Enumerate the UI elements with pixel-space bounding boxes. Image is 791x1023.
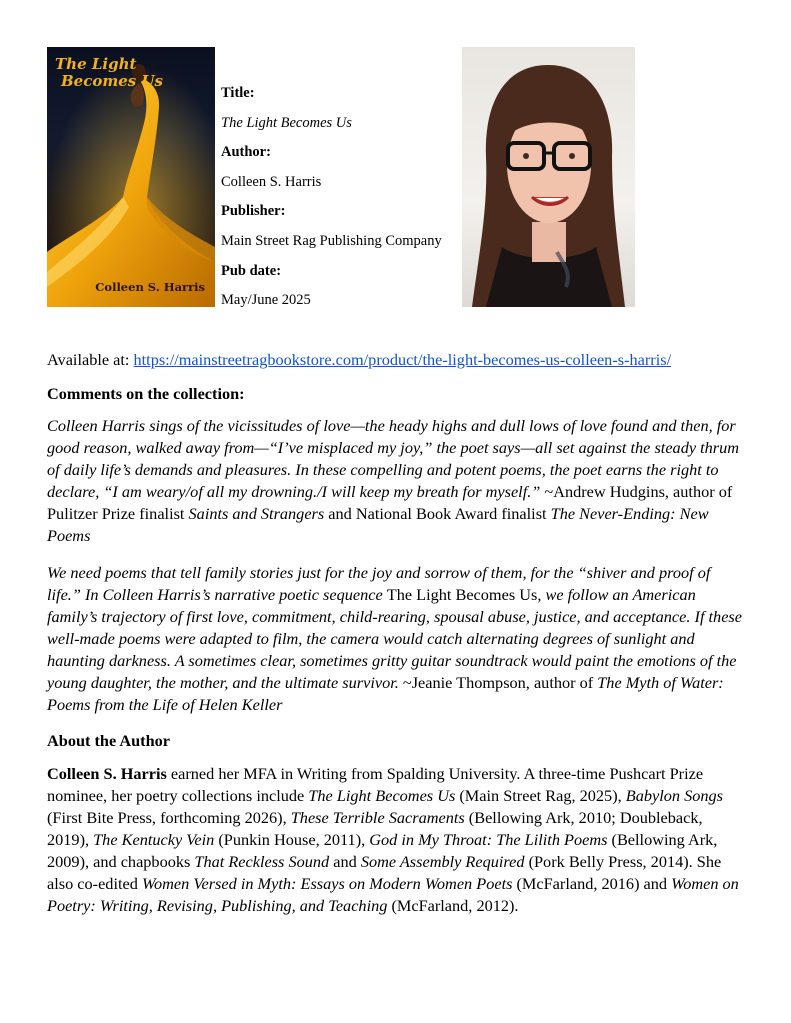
title-value: The Light Becomes Us [221, 114, 352, 131]
publisher-value: Main Street Rag Publishing Company [221, 232, 442, 249]
quote2-book-title: The Light Becomes Us [386, 585, 538, 604]
bio-text-6: (Bellowing Ark, 2009), and chapbooks [47, 830, 718, 871]
bio-book-6: That Reckless Sound [194, 852, 330, 871]
comment-quote-hudgins [47, 415, 747, 547]
bookstore-link[interactable]: https://mainstreetragbookstore.com/product/the-light-becomes-us-colleen-s-harris/ [133, 350, 672, 369]
book-cover [47, 47, 215, 307]
pubdate-value: May/June 2025 [221, 292, 311, 309]
comments-heading: Comments on the collection: [47, 384, 245, 403]
bio-book-8: Women Versed in Myth: Essays on Modern Women Poets [141, 874, 513, 893]
quote1-body: Colleen Harris sings of the vicissitudes of love—the heady highs and dull lows of love found and then, for good reason, walked away from—“I’ve misplaced my joy,” the poet says—all set against the steady thrum of daily life’s demands and pleasures. In these compelling and potent poems, the poet earns the right to declare, “I am weary/of all my drowning./I will keep my breath for myself.” [47, 416, 740, 501]
bio-text-8: (Pork Belly Press, 2014). She also co-edited [47, 852, 722, 893]
quote1-attrib-mid: and National Book Award finalist [324, 504, 551, 523]
quote1-book2: The Never-Ending: New Poems [47, 504, 709, 545]
comment-quote-thompson [47, 562, 747, 716]
quote1-attrib: ~Andrew Hudgins, author of Pulitzer Prize finalist [47, 482, 733, 523]
bio-text-3: (First Bite Press, forthcoming 2026), [47, 808, 291, 827]
bio-text-7: and [329, 852, 361, 871]
bio-name: Colleen S. Harris [47, 764, 167, 783]
cover-title-line1: The Light [55, 55, 137, 73]
cover-title-line2: Becomes Us [61, 72, 163, 90]
author-photo [462, 47, 635, 307]
bio-book-4: The Kentucky Vein [93, 830, 215, 849]
bio-book-3: These Terrible Sacraments [290, 808, 465, 827]
bio-text-10: (McFarland, 2012). [387, 896, 519, 915]
bio-text-9: (McFarland, 2016) and [512, 874, 672, 893]
available-label: Available at: [47, 350, 130, 369]
bio-book-9: Women on Poetry: Writing, Revising, Publishing, and Teaching [47, 874, 739, 915]
author-label: Author: [221, 144, 271, 161]
author-value: Colleen S. Harris [221, 173, 322, 190]
quote2-attrib: ~Jeanie Thompson, author of [398, 673, 598, 692]
bio-text-4: (Bellowing Ark, 2010; Doubleback, 2019), [47, 808, 703, 849]
author-bio [47, 763, 747, 917]
pubdate-label: Pub date: [221, 262, 282, 279]
quote2-body-part1: We need poems that tell family stories just for the joy and sorrow of them, for the “shiver and proof of life.” In Colleen Harris’s narrative poetic sequence [47, 563, 711, 604]
bio-book-1: The Light Becomes Us [308, 786, 456, 805]
bio-text-2: (Main Street Rag, 2025), [455, 786, 626, 805]
bio-text-1: earned her MFA in Writing from Spalding University. A three-time Pushcart Prize nominee, her poetry collections include [47, 764, 704, 805]
cover-title [55, 56, 165, 90]
publisher-label: Publisher: [221, 203, 286, 220]
bio-book-2: Babylon Songs [625, 786, 723, 805]
about-heading: About the Author [47, 731, 171, 750]
bio-book-7: Some Assembly Required [360, 852, 525, 871]
quote1-book1: Saints and Strangers [188, 504, 325, 523]
bio-book-5: God in My Throat: The Lilith Poems [369, 830, 608, 849]
cover-author: Colleen S. Harris [95, 280, 205, 294]
author-portrait-illustration [462, 47, 635, 307]
bio-text-5: (Punkin House, 2011), [214, 830, 370, 849]
quote2-attrib-book: The Myth of Water: Poems from the Life of Helen Keller [47, 673, 724, 714]
book-metadata [221, 79, 461, 316]
quote2-body-part2: , we follow an American family’s trajectory of first love, commitment, child-rearing, spousal abuse, justice, and acceptance. If these well-made poems were adapted to film, the camera would catch alternating degrees of sunlight and haunting darkness. A sometimes clear, sometimes gritty guitar soundtrack would paint the emotions of the young daughter, the mother, and the ultimate survivor. [47, 585, 742, 692]
availability-line [47, 349, 747, 371]
title-label: Title: [221, 85, 255, 101]
